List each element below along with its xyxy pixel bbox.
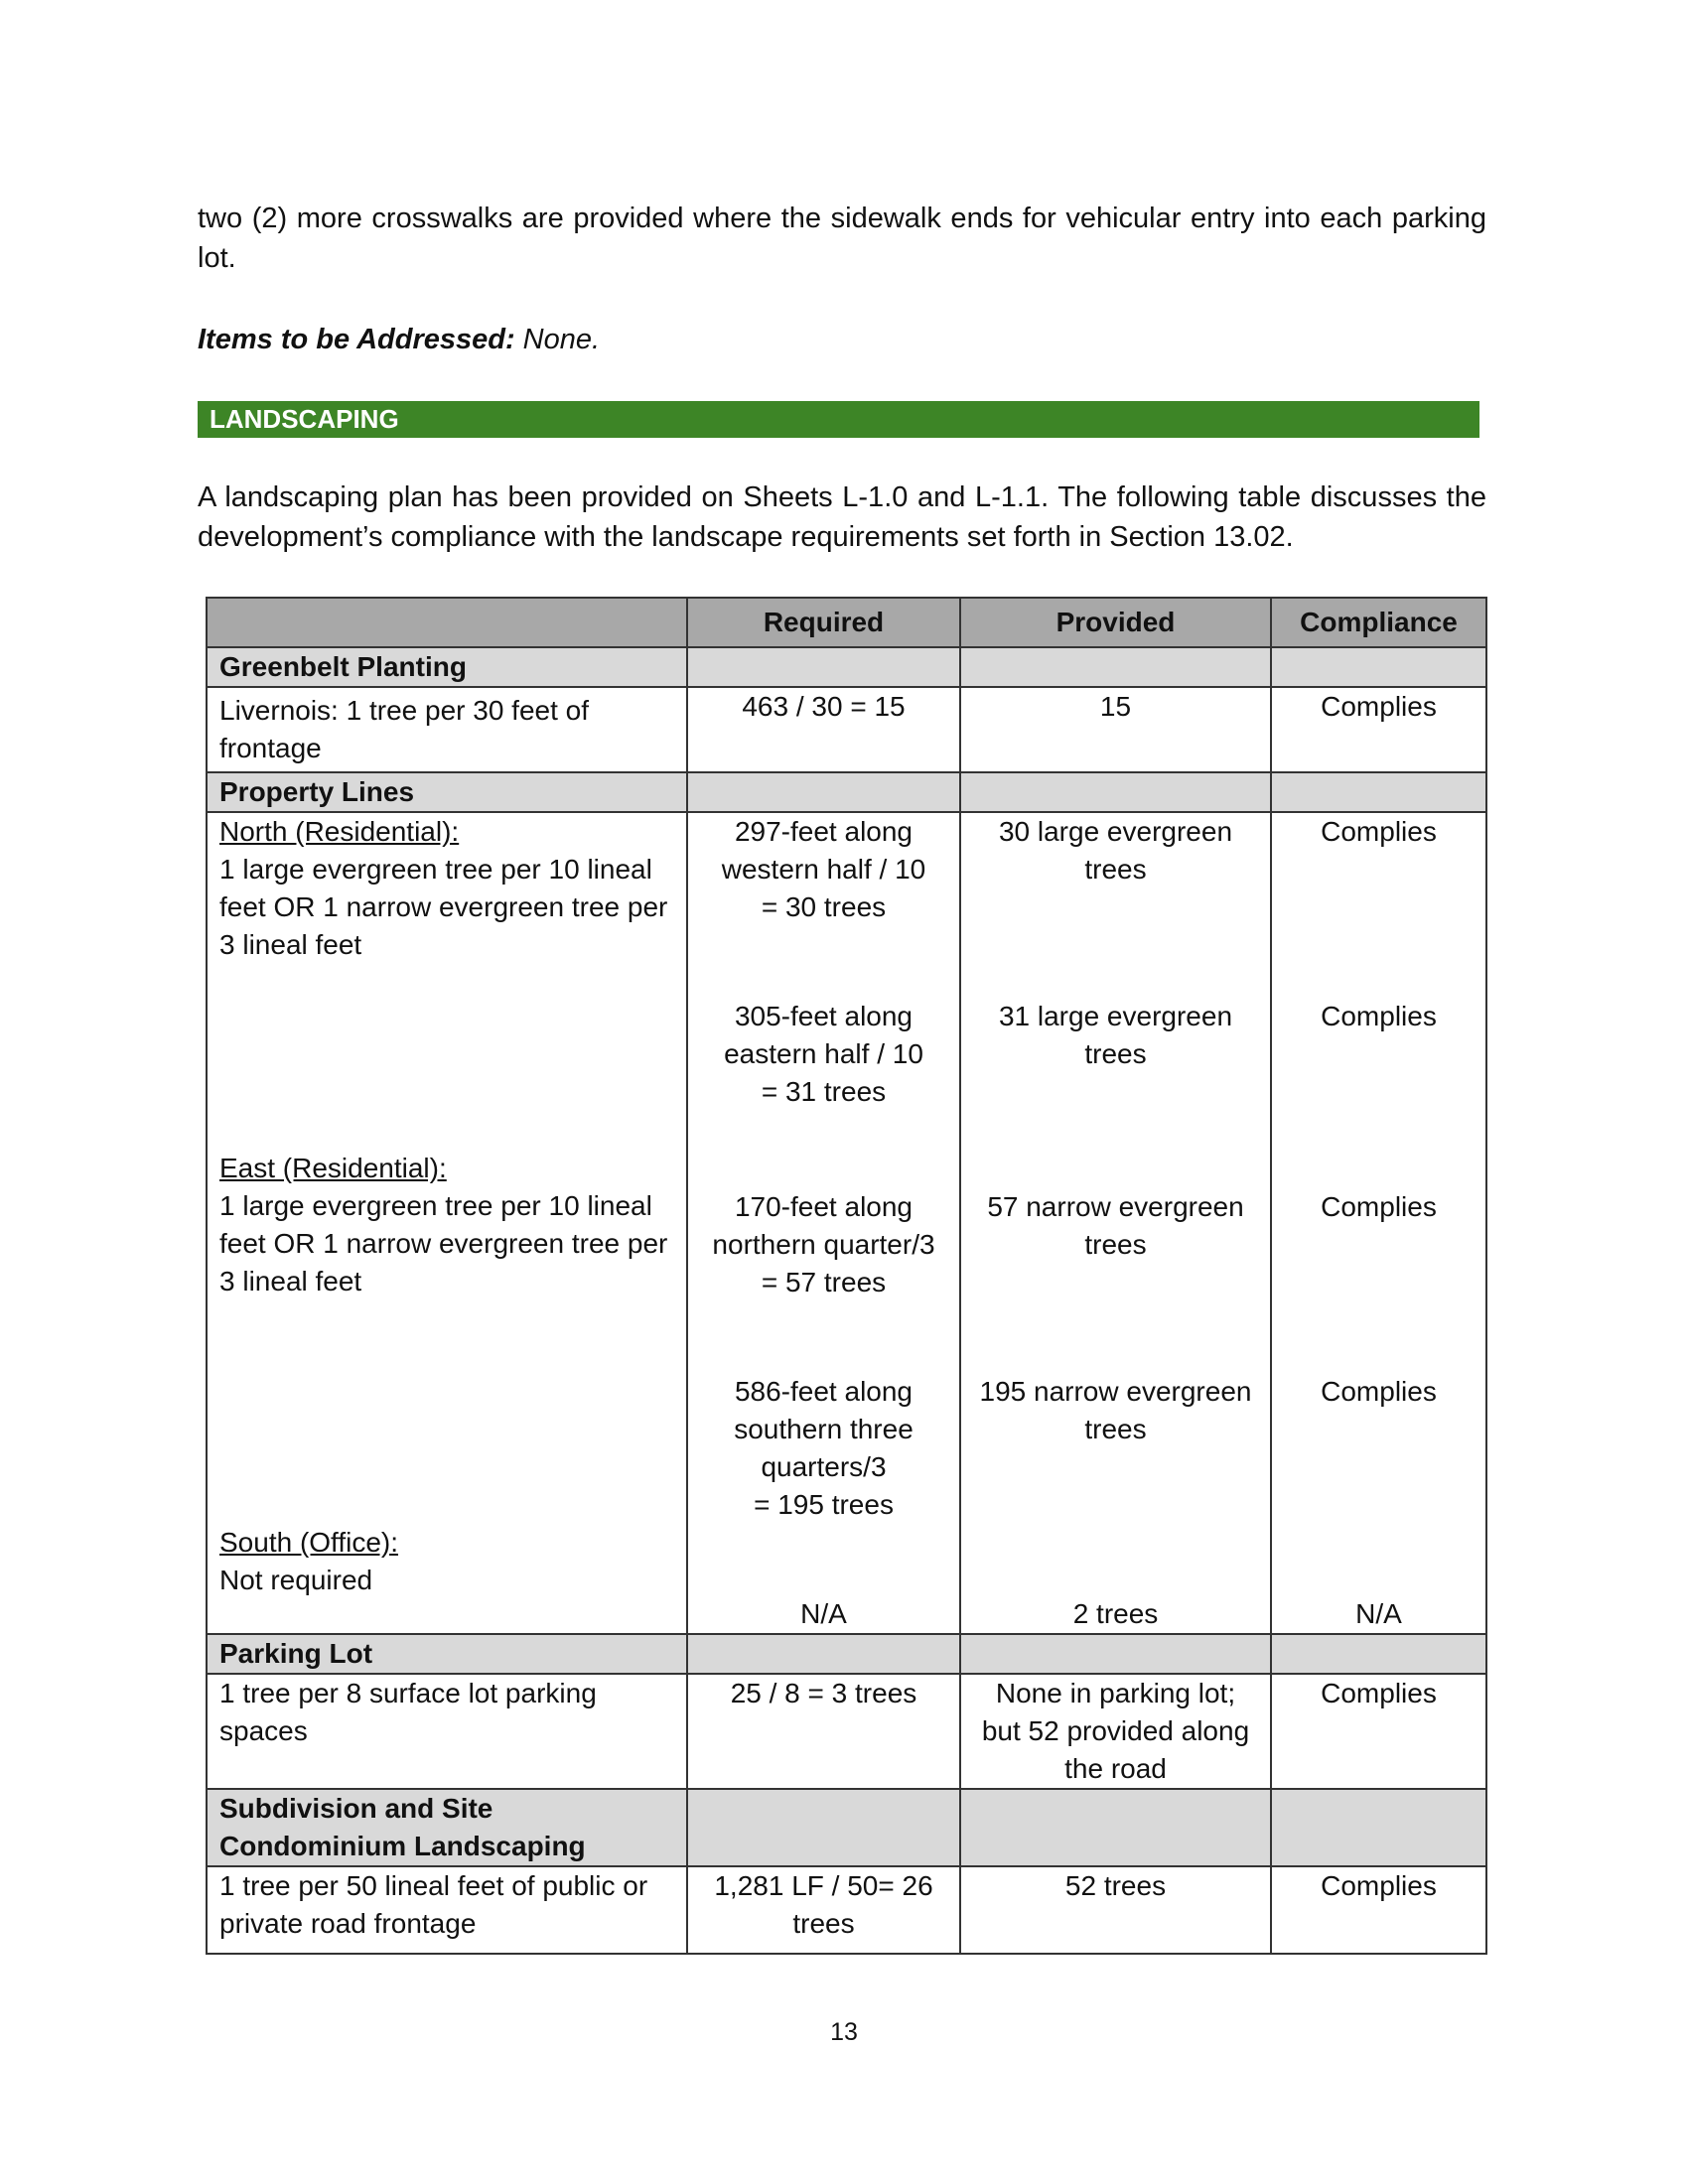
req-line: 170-feet along [734,1191,914,1222]
landscaping-paragraph: A landscaping plan has been provided on Sheets L-1.0 and L-1.1. The following table discusses the development’s compliance with the landscape requirements set forth in Section 13.02. [198,481,1486,553]
south-text: Not required [219,1565,373,1595]
section-title-greenbelt: Greenbelt Planting [207,647,687,687]
req-line: 305-feet along [734,1001,914,1031]
items-to-address-label: Items to be Addressed: [198,324,515,355]
req-line: quarters/3 [761,1451,887,1482]
table-row [207,687,1486,772]
section-title-subdivision: Subdivision and Site Condominium Landscaping [207,1789,687,1866]
req-line: = 31 trees [761,1076,887,1107]
table-row-property-lines [207,812,1486,1634]
compliance-line: Complies [1321,1376,1437,1407]
cell-required: 1,281 LF / 50= 26 trees [687,1866,960,1954]
prov-line: 31 large evergreen [998,1001,1233,1031]
items-to-address [198,320,1486,359]
cell-required: 25 / 8 = 3 trees [687,1674,960,1789]
req-line: 586-feet along [734,1376,914,1407]
cell-provided: None in parking lot; but 52 provided along the road [960,1674,1271,1789]
req-line: southern three [734,1414,914,1444]
table-header-row [207,598,1486,647]
section-title-property-lines: Property Lines [207,772,687,812]
prov-line: trees [1084,1229,1147,1260]
east-text: 1 large evergreen tree per 10 lineal feet OR 1 narrow evergreen tree per 3 lineal feet [219,1190,668,1297]
table-row [207,1866,1486,1954]
section-row-property-lines [207,772,1486,812]
items-to-address-value: None. [522,324,601,355]
compliance-line: Complies [1321,1001,1437,1031]
section-title-parking-lot: Parking Lot [207,1634,687,1674]
prov-line: 195 narrow evergreen [979,1376,1252,1407]
prov-line: trees [1084,1414,1147,1444]
header-compliance: Compliance [1271,598,1486,647]
cell-compliance: Complies [1271,1866,1486,1954]
cell-item-property-lines [207,812,687,1634]
cell-provided: 52 trees [960,1866,1271,1954]
req-line: eastern half / 10 [724,1038,923,1069]
prov-line: 57 narrow evergreen [987,1191,1244,1222]
req-south: N/A [800,1598,847,1629]
header-required: Required [687,598,960,647]
intro-paragraph: two (2) more crosswalks are provided where the sidewalk ends for vehicular entry into each parking lot. [198,203,1486,274]
cell-required-property-lines [687,812,960,1634]
section-row-greenbelt [207,647,1486,687]
section-row-parking-lot [207,1634,1486,1674]
section-title: LANDSCAPING [210,404,399,434]
req-line: = 30 trees [761,891,887,922]
compliance-line: Complies [1321,816,1437,847]
cell-compliance: Complies [1271,687,1486,772]
prov-line: trees [1084,854,1147,885]
cell-provided-property-lines [960,812,1271,1634]
compliance-south: N/A [1355,1598,1402,1629]
req-line: 297-feet along [734,816,914,847]
east-heading: East (Residential): [219,1153,447,1183]
cell-provided: 15 [960,687,1271,772]
page-number: 13 [830,2018,858,2046]
cell-item: Livernois: 1 tree per 30 feet of frontage [207,687,687,772]
cell-compliance: Complies [1271,1674,1486,1789]
section-row-subdivision [207,1789,1486,1866]
req-line: = 195 trees [754,1489,894,1520]
table-row [207,1674,1486,1789]
req-line: western half / 10 [721,854,926,885]
landscape-requirements-table [206,597,1487,1955]
prov-south: 2 trees [1072,1598,1159,1629]
req-line: = 57 trees [761,1267,887,1297]
compliance-line: Complies [1321,1191,1437,1222]
cell-compliance-property-lines [1271,812,1486,1634]
prov-line: trees [1084,1038,1147,1069]
prov-line: 30 large evergreen [998,816,1233,847]
header-item [207,598,687,647]
req-line: northern quarter/3 [712,1229,935,1260]
north-heading: North (Residential): [219,816,460,847]
cell-item: 1 tree per 8 surface lot parking spaces [207,1674,687,1789]
south-heading: South (Office): [219,1527,399,1558]
section-header-landscaping [198,401,1479,438]
header-provided: Provided [960,598,1271,647]
north-text: 1 large evergreen tree per 10 lineal feet OR 1 narrow evergreen tree per 3 lineal feet [219,854,668,960]
cell-item: 1 tree per 50 lineal feet of public or private road frontage [207,1866,687,1954]
cell-required: 463 / 30 = 15 [687,687,960,772]
